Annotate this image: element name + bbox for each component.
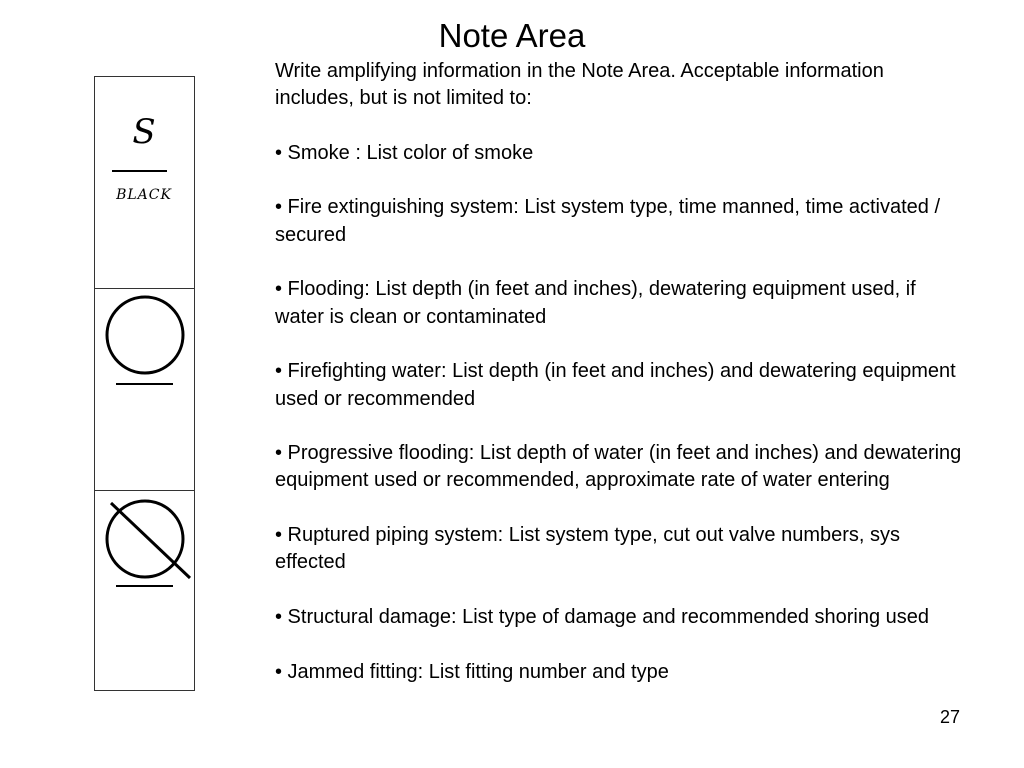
slashed-circle-icon (107, 501, 183, 577)
note-item-flooding: • Flooding: List depth (in feet and inches), dewatering equipment used, if water is clean or contaminated (275, 278, 916, 328)
note-item-ruptured-piping: • Ruptured piping system: List system type, cut out valve numbers, sys effected (275, 524, 901, 574)
slashed-circle-slash (111, 503, 190, 578)
smoke-symbol-letter: S (132, 112, 156, 152)
smoke-symbol-cell (95, 77, 194, 289)
note-item-fire-extinguishing: • Fire extinguishing system: List system type, time manned, time activated / secured (275, 196, 941, 246)
note-item-firefighting-water: • Firefighting water: List depth (in feet and inches) and dewatering equipment used or recommended (275, 360, 956, 410)
note-intro: Write amplifying information in the Note Area. Acceptable information includes, but is not limited to: (275, 60, 884, 110)
note-item-structural-damage: • Structural damage: List type of damage and recommended shoring used (275, 605, 930, 628)
open-circle-icon (107, 297, 183, 373)
flooding-symbol-cell (95, 289, 194, 491)
prohibited-symbol-cell (95, 491, 194, 690)
flooding-symbol (95, 289, 194, 491)
note-item-jammed-fitting: • Jammed fitting: List fitting number and type (275, 660, 669, 683)
smoke-symbol-color-label: BLACK (116, 187, 172, 203)
symbol-panel (94, 76, 195, 691)
note-body (275, 58, 965, 686)
note-item-progressive-flooding: • Progressive flooding: List depth of water (in feet and inches) and dewatering equipment used or recommended, approximate rate of water entering (275, 442, 962, 492)
smoke-symbol (95, 77, 194, 289)
slide-title: Note Area (438, 17, 586, 54)
page-number: 27 (939, 707, 961, 727)
slashed-circle-symbol (95, 491, 194, 690)
note-item-smoke: • Smoke : List color of smoke (275, 141, 534, 164)
